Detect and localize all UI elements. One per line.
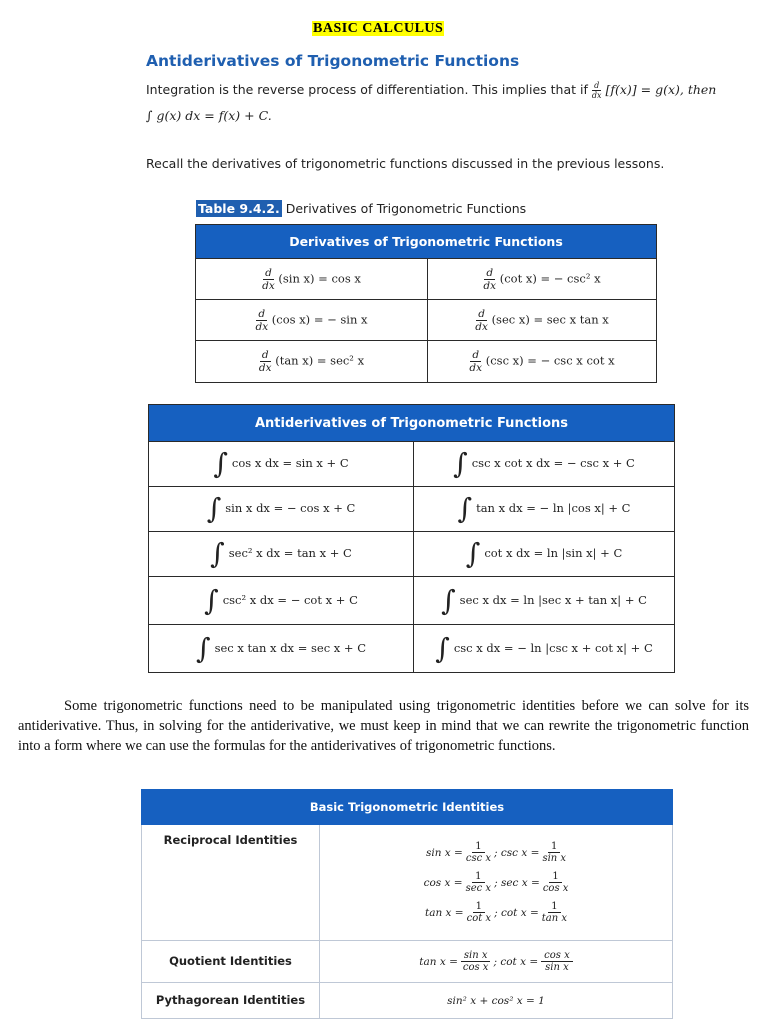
deriv-num: d — [594, 81, 600, 90]
derivative-expr: (sin x) = cos x — [278, 271, 361, 285]
antiderivative-cell — [414, 442, 675, 487]
antiderivative-expr: sin x dx = − cos x + C — [225, 501, 356, 515]
derivative-expr: (cos x) = − sin x — [271, 312, 368, 326]
d-dx: $\frac{d}{dx}$ — [475, 307, 488, 333]
integral-sign: ∫ — [213, 447, 228, 480]
reciprocal-label: Reciprocal Identities — [142, 825, 320, 941]
antiderivative-cell — [414, 577, 675, 625]
document-title — [312, 17, 444, 37]
derivative-operator — [592, 81, 602, 100]
derivative-expr: (csc x) = − csc x cot x — [485, 353, 615, 368]
antiderivative-expr: cos x dx = sin x + C — [231, 456, 349, 470]
antiderivative-cell — [149, 442, 414, 487]
intro-text-2: [f(x)] = g(x), then — [605, 82, 717, 97]
identity-line: sin x = 1 csc x ; csc x = $\frac{1}{\text{sin x}}$ — [425, 841, 567, 864]
title-text: BASIC CALCULUS — [313, 21, 444, 36]
identity-line: cos x = 1 sec x ; sec x = $\frac{1}{\text{cos x}}$ — [423, 871, 569, 894]
d-dx: $\frac{d}{dx}$ — [255, 307, 269, 333]
d-dx: $\frac{d}{dx}$ — [483, 266, 497, 292]
fraction: $\frac{\text{sin x}}{\text{cos x}}$ — [461, 950, 491, 973]
integral-sign: ∫ — [435, 631, 450, 665]
integral-sign: ∫ — [441, 583, 456, 617]
integral-sign: ∫ — [453, 447, 468, 480]
fraction: 1 csc x — [465, 841, 492, 864]
fraction: 1 sec x — [465, 871, 492, 894]
integral-sign: ∫ — [457, 492, 473, 525]
intro-line-2: ∫ g(x) dx = f(x) + C. — [146, 108, 272, 123]
derivatives-header: Derivatives of Trigonometric Functions — [196, 225, 657, 259]
derivative-cell — [428, 300, 657, 341]
integral-sign: ∫ — [465, 537, 481, 570]
identity-line: tan x = $\frac{\text{sin x}}{\text{cos x}}$ ; cot x = $\frac{\text{cos x}}{\text{sin x}}$ — [321, 947, 671, 977]
derivative-cell — [196, 300, 428, 341]
antiderivative-expr: tan x dx = − ln |cos x| + C — [476, 501, 631, 515]
d-dx: $\frac{d}{dx}$ — [469, 349, 483, 374]
antiderivative-expr: csc x cot x dx = − csc x + C — [471, 456, 635, 470]
d-dx: $\frac{d}{dx}$ — [262, 266, 275, 292]
derivative-cell — [196, 259, 428, 300]
derivative-cell — [428, 341, 657, 383]
pythagorean-identity: sin² x + cos² x = 1 — [320, 983, 673, 1019]
integral-sign: ∫ — [210, 537, 225, 570]
antiderivative-cell — [149, 532, 414, 577]
identities-table — [141, 789, 673, 1019]
antiderivative-expr: sec x tan x dx = sec x + C — [214, 640, 367, 655]
antiderivative-cell — [149, 577, 414, 625]
intro-text-1: Integration is the reverse process of differentiation. This implies that if — [146, 82, 588, 97]
antiderivative-expr: sec² x dx = tan x + C — [228, 546, 352, 560]
derivative-cell — [196, 341, 428, 383]
antiderivative-expr: sec x dx = ln |sec x + tan x| + C — [459, 592, 647, 607]
quotient-identities — [320, 941, 673, 983]
pythagorean-label: Pythagorean Identities — [142, 983, 320, 1019]
integral-sign: ∫ — [204, 583, 219, 617]
recall-text: Recall the derivatives of trigonometric functions discussed in the previous lessons. — [146, 156, 665, 171]
antiderivative-cell — [149, 625, 414, 673]
fraction: $\frac{1}{\text{cot x}}$ — [466, 901, 492, 924]
antiderivative-cell — [149, 487, 414, 532]
identity-line: tan x = $\frac{1}{\text{cot x}}$ ; cot x = $\frac{1}{\text{tan x}}$ — [424, 901, 568, 924]
integral-sign: ∫ — [206, 492, 222, 525]
fraction: $\frac{1}{\text{tan x}}$ — [541, 901, 568, 924]
derivative-expr: (sec x) = sec x tan x — [491, 312, 609, 326]
antiderivative-expr: cot x dx = ln |sin x| + C — [484, 546, 623, 560]
fraction: $\frac{\text{cos x}}{\text{sin x}}$ — [541, 950, 573, 973]
derivatives-table — [195, 224, 657, 383]
section-heading: Antiderivatives of Trigonometric Functions — [146, 52, 520, 70]
antiderivative-cell — [414, 487, 675, 532]
antiderivative-cell — [414, 625, 675, 673]
derivative-cell — [428, 259, 657, 300]
deriv-den: dx — [591, 91, 602, 100]
antiderivatives-table — [148, 404, 675, 673]
d-dx: $\frac{d}{dx}$ — [258, 349, 272, 374]
caption-text: Derivatives of Trigonometric Functions — [281, 201, 527, 216]
quotient-label: Quotient Identities — [142, 941, 320, 983]
derivative-expr: (tan x) = sec² x — [275, 353, 365, 368]
identities-header: Basic Trigonometric Identities — [142, 790, 673, 825]
integral-sign: ∫ — [195, 631, 211, 665]
fraction: $\frac{1}{\text{sin x}}$ — [542, 841, 567, 864]
derivative-expr: (cot x) = − csc² x — [499, 271, 601, 285]
intro-paragraph — [146, 80, 746, 100]
antiderivative-expr: csc² x dx = − cot x + C — [222, 592, 358, 607]
antiderivative-expr: csc x dx = − ln |csc x + cot x| + C — [453, 640, 653, 655]
reciprocal-identities — [320, 825, 673, 941]
caption-label: Table 9.4.2. — [198, 201, 280, 216]
body-paragraph: Some trigonometric functions need to be manipulated using trigonometric identities before we can solve for its antiderivative. Thus, in solving for the antiderivative, we must keep in mind that we can rewrite the trigonometric function into a form where we can use the formulas for the antiderivatives of trigonometric functions. — [18, 698, 749, 754]
fraction: $\frac{1}{\text{cos x}}$ — [542, 871, 569, 894]
antiderivatives-header: Antiderivatives of Trigonometric Functions — [149, 405, 675, 442]
table-caption — [196, 201, 526, 216]
antiderivative-cell — [414, 532, 675, 577]
